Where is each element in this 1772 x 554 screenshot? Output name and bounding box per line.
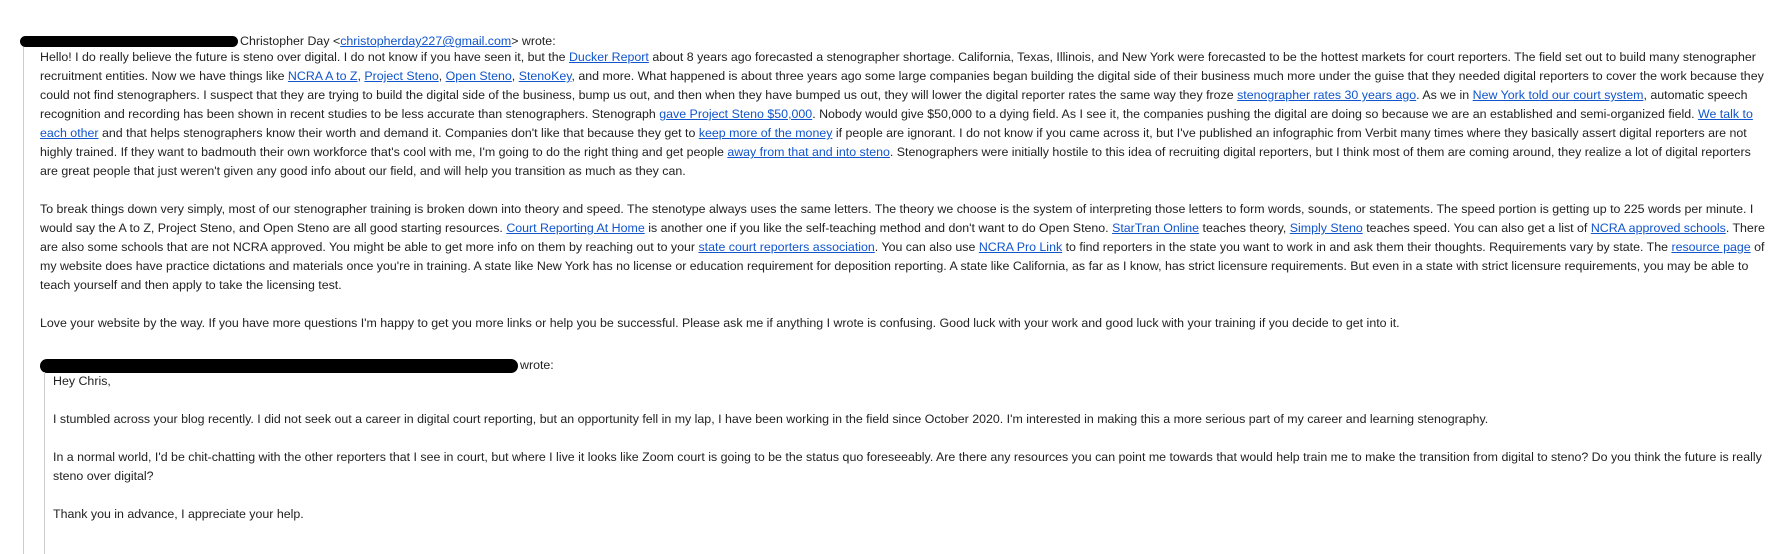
link-into-steno[interactable]: away from that and into steno bbox=[727, 145, 890, 159]
reply-paragraph-2 bbox=[40, 200, 1768, 295]
redaction-mark bbox=[20, 36, 238, 47]
text: . Nobody would give $50,000 to a dying field. As I see it, the companies pushing the digital are doing so because we are an established and semi-organized field. bbox=[812, 107, 1698, 121]
text: To break things down very simply, most of our stenographer training is broken down into theory and speed. The stenotype always uses the same letters. The theory we choose is the system of interpreting those letters to form words, sounds, or statements. The speed portion is getting up to 225 words per minute. I would say the A to Z, Project Steno, and Open Steno are all good starting resources. bbox=[40, 202, 1754, 235]
sender-name: Christopher Day bbox=[240, 34, 330, 48]
quoted-signoff: Thank you in advance, I appreciate your help. bbox=[53, 507, 304, 521]
link-ducker-report[interactable]: Ducker Report bbox=[568, 50, 649, 64]
wrote-label: wrote: bbox=[520, 358, 554, 372]
link-ncra-approved-schools[interactable]: NCRA approved schools bbox=[1590, 221, 1726, 235]
inner-quote-border bbox=[44, 372, 45, 554]
text: if people are ignorant. I do not know if you came across it, but I've published an infographic from Verbit many times where they basically assert digital reporters are not highly trained. If they want to badmouth their own workforce that's cool with me, I'm going to do the right thing and get people bbox=[40, 126, 1747, 159]
link-court-reporting-at-home[interactable]: Court Reporting At Home bbox=[506, 221, 645, 235]
reply-paragraph-1 bbox=[40, 48, 1768, 181]
text: , bbox=[438, 69, 446, 83]
text: teaches theory, bbox=[1199, 221, 1290, 235]
quote-border bbox=[23, 47, 24, 554]
text: about 8 years ago forecasted a stenographer shortage. California, Texas, Illinois, and New York were forecasted to be the hottest markets for court reporters. The field set out to build many stenographer recruitment entities. Now we have things like bbox=[40, 50, 1756, 83]
text: . As we in bbox=[1416, 88, 1473, 102]
quoted-paragraph-2: In a normal world, I'd be chit-chatting with the other reporters that I see in court, but where I live it looks like Zoom court is going to be the status quo foreseeably. Are there any resources you can point me towards that would help train me to make the transition from digital to steno? Do you think the future is really steno over digital? bbox=[53, 450, 1762, 483]
text: is another one if you like the self-teaching method and don't want to do Open Steno. bbox=[644, 221, 1113, 235]
wrote-label: wrote: bbox=[521, 34, 556, 48]
link-keep-more-money[interactable]: keep more of the money bbox=[698, 126, 833, 140]
link-talk-to-each-other[interactable]: We talk to each other bbox=[40, 107, 1753, 140]
text: , automatic speech recognition and recording has been shown in recent studies to be less accurate than stenographers. Stenograph bbox=[40, 88, 1748, 121]
link-ncra-a-to-z[interactable]: NCRA A to Z bbox=[287, 69, 358, 83]
link-open-steno[interactable]: Open Steno bbox=[445, 69, 512, 83]
reply-body bbox=[40, 48, 1768, 352]
text: of my website does have practice dictations and materials once you're in training. A state like New York has no license or education requirement for deposition reporting. A state like California, as far as I know, has strict licensure requirements. But even in a state with strict licensure requirements, you may be able to teach yourself and then apply to take the licensing test. bbox=[40, 240, 1765, 292]
sender-email-link[interactable]: christopherday227@gmail.com bbox=[340, 34, 512, 48]
text: , bbox=[511, 69, 519, 83]
text: teaches speed. You can also get a list of bbox=[1362, 221, 1591, 235]
redaction-mark bbox=[40, 359, 518, 373]
quoted-greeting: Hey Chris, bbox=[53, 374, 111, 388]
text: to find reporters in the state you want to work in and ask them their thoughts. Requirements vary by state. The bbox=[1062, 240, 1672, 254]
text: , bbox=[357, 69, 365, 83]
text: . There are also some schools that are not NCRA approved. You might be able to get more info on them by reaching out to your bbox=[40, 221, 1765, 254]
link-simply-steno[interactable]: Simply Steno bbox=[1289, 221, 1363, 235]
text: . You can also use bbox=[874, 240, 979, 254]
link-state-association[interactable]: state court reporters association bbox=[698, 240, 875, 254]
link-startran-online[interactable]: StarTran Online bbox=[1112, 221, 1200, 235]
link-stenographer-rates[interactable]: stenographer rates 30 years ago bbox=[1237, 88, 1417, 102]
text: , and more. What happened is about three years ago some large companies began building the digital side of their business much more under the guise that they needed digital reporters to cover the work because they could not find stenographers. I suspect that they are trying to build the digital side of the business, bump us out, and then when they have bumped us out, they will lower the digital reporter rates the same way they froze bbox=[40, 69, 1764, 102]
text: . Stenographers were initially hostile to this idea of recruiting digital reporters, but I think most of them are coming around, they realize a lot of digital reporters are great people that just weren't given any good info about our field, and will help you transition as much as they can. bbox=[40, 145, 1751, 178]
text: Hello! I do really believe the future is steno over digital. I do not know if you have seen it, but the bbox=[40, 50, 569, 64]
link-stenokey[interactable]: StenoKey bbox=[518, 69, 572, 83]
link-ncra-pro-link[interactable]: NCRA Pro Link bbox=[978, 240, 1063, 254]
link-resource-page[interactable]: resource page bbox=[1671, 240, 1751, 254]
link-project-steno[interactable]: Project Steno bbox=[364, 69, 439, 83]
reply-attribution: Christopher Day <christopherday227@gmail.com> wrote: bbox=[20, 32, 556, 51]
quoted-message bbox=[53, 372, 1765, 543]
link-project-steno-50000[interactable]: gave Project Steno $50,000 bbox=[659, 107, 813, 121]
reply-paragraph-3: Love your website by the way. If you have more questions I'm happy to get you more links or help you be successful. Please ask me if anything I wrote is confusing. Good luck with your work and good luck with your training if you decide to get into it. bbox=[40, 316, 1400, 330]
link-new-york-court-system[interactable]: New York told our court system bbox=[1472, 88, 1644, 102]
text: and that helps stenographers know their worth and demand it. Companies don't like that because they get to bbox=[98, 126, 699, 140]
quoted-paragraph-1: I stumbled across your blog recently. I did not seek out a career in digital court reporting, but an opportunity fell in my lap, I have been working in the field since October 2020. I'm interested in making this a more serious part of my career and learning stenography. bbox=[53, 412, 1489, 426]
